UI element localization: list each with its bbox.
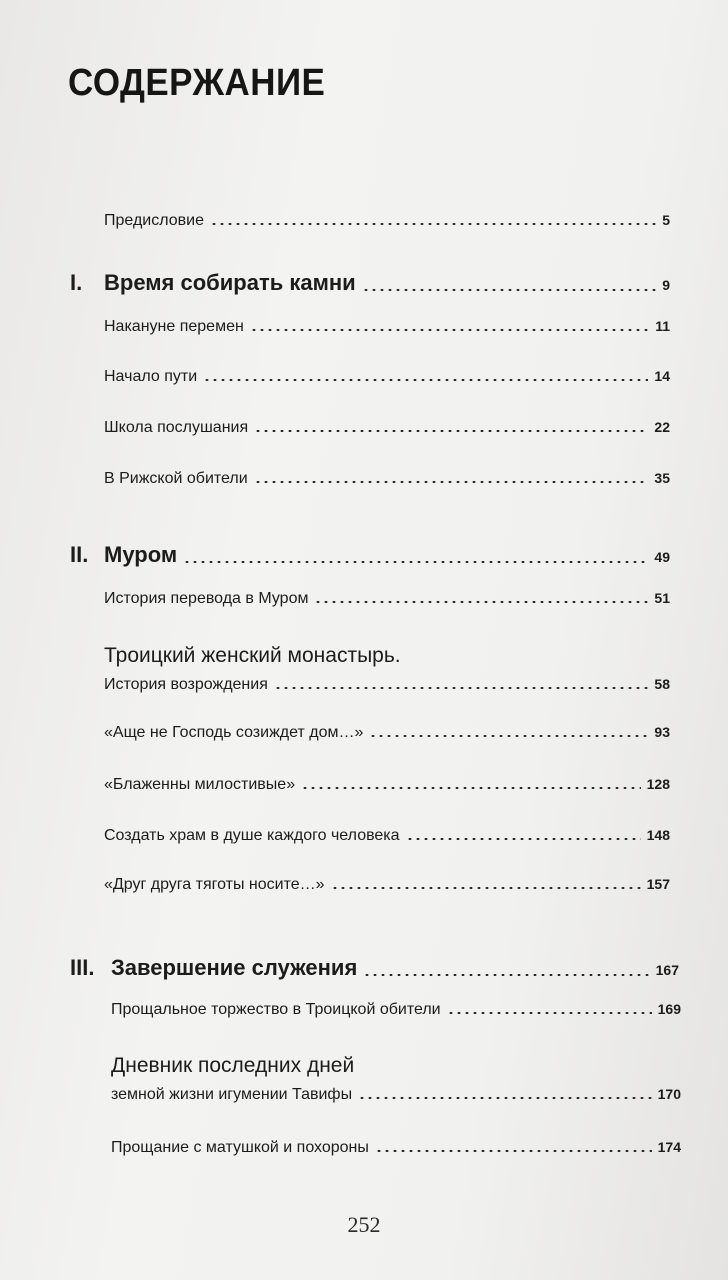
toc-entry-page: 128 [646, 776, 670, 792]
toc-entry-page: 14 [654, 368, 670, 384]
toc-entry [104, 776, 670, 794]
leader-dots [301, 787, 641, 789]
leader-dots [183, 561, 648, 563]
leader-dots [314, 601, 648, 603]
toc-entry-label: «Друг друга тяготы носите…» [104, 876, 325, 893]
leader-dots [369, 735, 648, 737]
toc-entry-label: Прощальное торжество в Троицкой обители [111, 1001, 441, 1018]
page-number: 252 [347, 1212, 381, 1237]
leader-dots [254, 481, 649, 483]
toc-section-page: 49 [654, 549, 670, 565]
toc-entry [111, 1139, 681, 1157]
toc-entry-first-line: Дневник последних дней [111, 1054, 355, 1077]
toc-entry [104, 590, 670, 608]
toc-entry-page: 157 [646, 876, 670, 892]
toc-entry-label: Создать храм в душе каждого человека [104, 827, 400, 844]
leader-dots [331, 887, 641, 889]
toc-entry-page: 174 [657, 1139, 681, 1155]
toc-entry [104, 470, 670, 488]
toc-entry [104, 724, 670, 742]
toc-entry-label: Прощание с матушкой и похороны [111, 1139, 369, 1156]
leader-dots [375, 1150, 652, 1152]
toc-entry-page: 170 [657, 1086, 681, 1102]
toc-section-label: Завершение служения [111, 955, 358, 980]
section-number: I. [70, 270, 83, 295]
toc-entry-label: земной жизни игумении Тавифы [111, 1086, 353, 1103]
toc-section-heading [104, 542, 670, 568]
toc-entry-label: Начало пути [104, 368, 198, 385]
leader-dots [203, 379, 648, 381]
toc-section-heading [104, 270, 670, 296]
toc-entry-page: 22 [654, 419, 670, 435]
toc-entry-label: Накануне перемен [104, 318, 244, 335]
toc-section-page: 9 [662, 277, 670, 293]
toc-entry-page: 148 [646, 827, 670, 843]
toc-entry [104, 368, 670, 386]
toc-entry-label: История перевода в Муром [104, 590, 309, 607]
toc-section-label: Время собирать камни [104, 270, 356, 295]
leader-dots [210, 223, 656, 225]
leader-dots [363, 974, 649, 976]
toc-entry-page: 5 [662, 212, 670, 228]
toc-entry-page: 51 [654, 590, 670, 606]
toc-entry-page: 35 [654, 470, 670, 486]
toc-entry-label: В Рижской обители [104, 470, 248, 487]
leader-dots [250, 329, 649, 331]
toc-entry-page: 169 [657, 1001, 681, 1017]
leader-dots [274, 687, 649, 689]
leader-dots [406, 838, 641, 840]
toc-entry [111, 1086, 681, 1104]
toc-entry-label: Предисловие [104, 212, 204, 229]
toc-entry [104, 676, 670, 694]
leader-dots [254, 430, 648, 432]
toc-entry-page: 11 [655, 318, 670, 334]
toc-entry-page: 93 [654, 724, 670, 740]
toc-entry [111, 1001, 681, 1019]
toc-entry-label: История возрождения [104, 676, 268, 693]
toc-entry-label: «Аще не Господь созиждет дом…» [104, 724, 364, 741]
toc-entry-label: Школа послушания [104, 419, 249, 436]
section-number: III. [70, 955, 95, 980]
toc-entry [104, 876, 670, 894]
toc-section-heading [111, 955, 679, 981]
page-title: СОДЕРЖАНИЕ [68, 62, 326, 104]
toc-entry-label: «Блаженны милостивые» [104, 776, 296, 793]
toc-entry [104, 318, 670, 336]
toc-entry-preface [104, 212, 670, 230]
toc-section-page: 167 [655, 962, 679, 978]
toc-section-label: Муром [104, 542, 178, 567]
toc-entry [104, 827, 670, 845]
leader-dots [447, 1012, 652, 1014]
leader-dots [358, 1097, 652, 1099]
toc-entry [104, 419, 670, 437]
section-number: II. [70, 542, 89, 567]
leader-dots [362, 289, 657, 291]
toc-entry-first-line: Троицкий женский монастырь. [104, 644, 401, 667]
toc-entry-page: 58 [654, 676, 670, 692]
